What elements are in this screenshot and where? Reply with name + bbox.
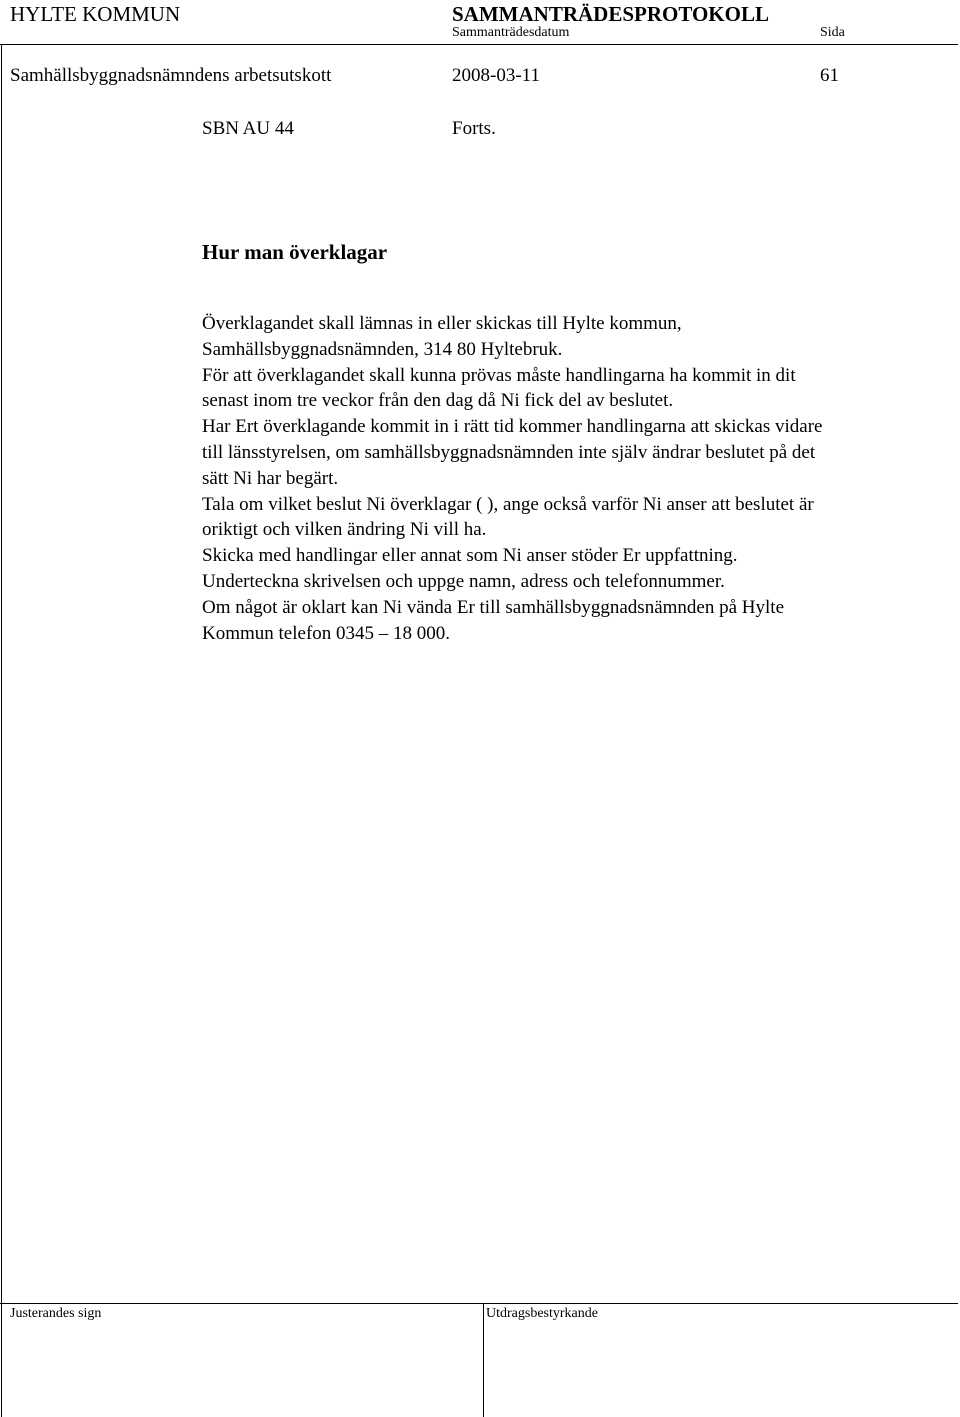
adjuster-signature-label: Justerandes sign [10, 1306, 102, 1321]
instruction-line: Tala om vilket beslut Ni överklagar ( ), ange också varför Ni anser att beslutet är [202, 493, 814, 515]
instruction-line: sätt Ni har begärt. [202, 467, 339, 489]
paragraph-reference: SBN AU 44 [202, 118, 294, 139]
committee-name: Samhällsbyggnadsnämndens arbetsutskott [10, 65, 332, 86]
instruction-line: För att överklagandet skall kunna prövas måste handlingarna ha kommit in dit [202, 364, 796, 386]
instruction-line: Om något är oklart kan Ni vända Er till samhällsbyggnadsnämnden på Hylte [202, 596, 784, 618]
instruction-line: Underteckna skrivelsen och uppge namn, adress och telefonnummer. [202, 570, 725, 592]
extract-certifier-label: Utdragsbestyrkande [486, 1306, 598, 1321]
instruction-line: till länsstyrelsen, om samhällsbyggnadsnämnden inte själv ändrar beslutet på det [202, 441, 816, 463]
continued-note: Forts. [452, 118, 496, 139]
footer-column-divider [483, 1303, 484, 1417]
appeal-instructions [202, 311, 942, 646]
page-label: Sida [820, 25, 845, 40]
document-type-title: SAMMANTRÄDESPROTOKOLL [452, 2, 769, 26]
instruction-line: Har Ert överklagande kommit in i rätt tid kommer handlingarna att skickas vidare [202, 416, 823, 438]
footer-divider [0, 1303, 958, 1304]
instruction-line: Överklagandet skall lämnas in eller skickas till Hylte kommun, [202, 313, 682, 334]
organization-name: HYLTE KOMMUN [10, 2, 181, 26]
instruction-line: Kommun telefon 0345 – 18 000. [202, 622, 451, 644]
left-frame-line [1, 44, 2, 1417]
instruction-line: Samhällsbyggnadsnämnden, 314 80 Hyltebruk. [202, 338, 563, 360]
date-label: Sammanträdesdatum [452, 25, 570, 40]
header-divider [0, 44, 958, 45]
instruction-line: oriktigt och vilken ändring Ni vill ha. [202, 519, 487, 541]
page-number: 61 [820, 65, 839, 86]
meeting-date: 2008-03-11 [452, 65, 540, 86]
instruction-line: Skicka med handlingar eller annat som Ni anser stöder Er uppfattning. [202, 545, 738, 567]
instruction-line: senast inom tre veckor från den dag då Ni fick del av beslutet. [202, 390, 674, 412]
section-heading: Hur man överklagar [202, 240, 388, 264]
